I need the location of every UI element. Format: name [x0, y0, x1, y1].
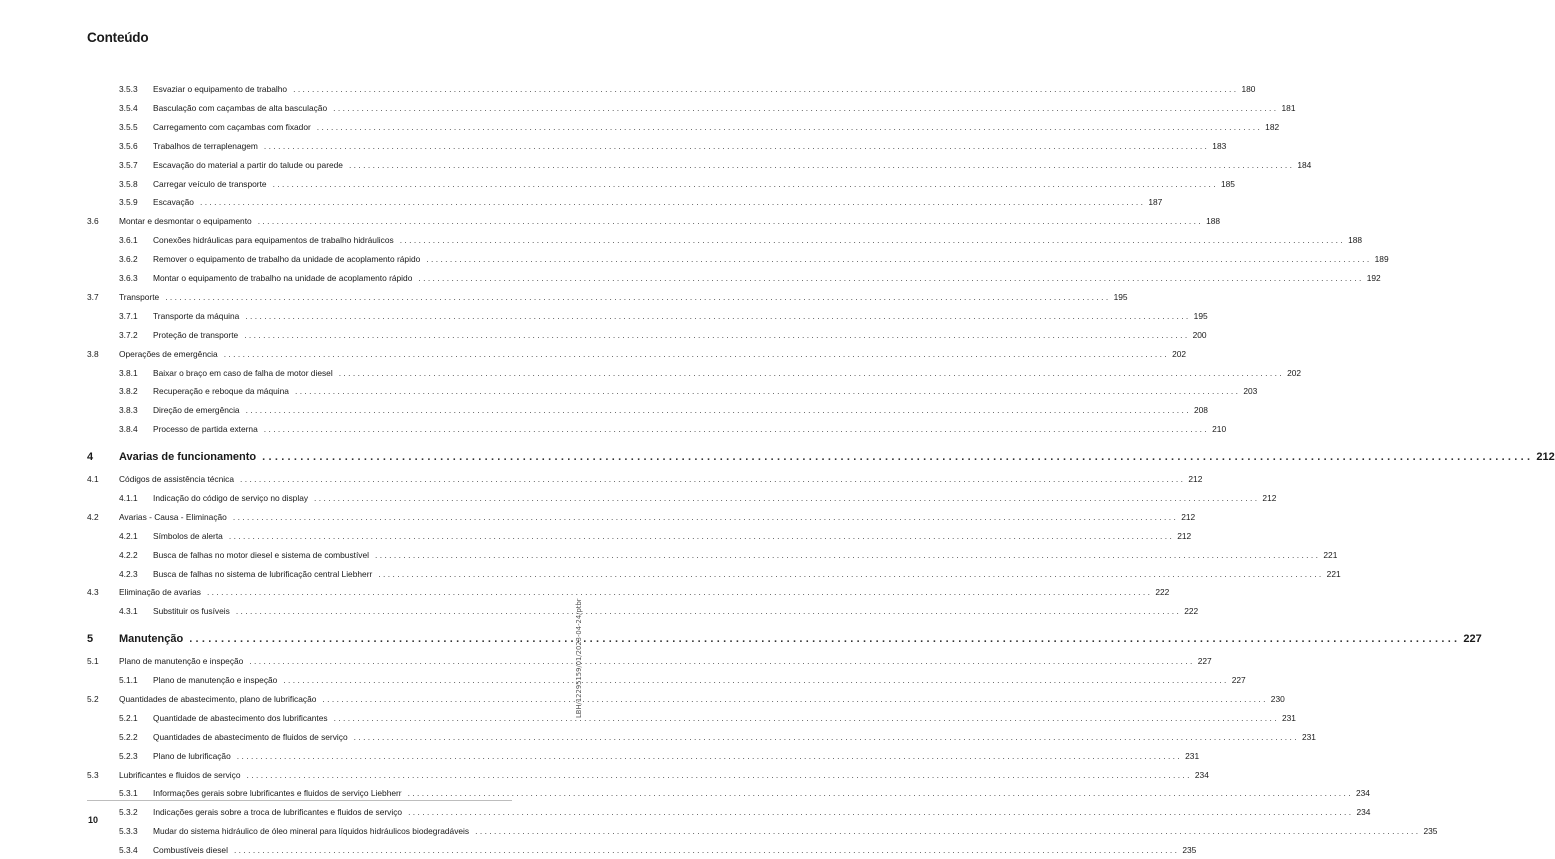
toc-entry-page: 212 — [1177, 530, 1192, 541]
toc-entry-number: 5.3.3 — [119, 826, 138, 837]
toc-entry[interactable] — [119, 845, 1197, 859]
toc-entry-page: 221 — [1323, 549, 1338, 560]
toc-leader-dots: ........................................................................................................................................................................................................ — [240, 474, 1186, 484]
toc-entry[interactable] — [87, 656, 1212, 670]
page-number: 10 — [88, 815, 99, 825]
toc-entry-number: 5.1 — [87, 656, 99, 667]
toc-entry-page: 231 — [1185, 750, 1200, 761]
toc-leader-dots: ........................................................................................................................................................................................................ — [333, 712, 1279, 723]
toc-entry-title: Montar e desmontar o equipamento — [119, 216, 252, 227]
toc-entry[interactable] — [119, 367, 1302, 382]
toc-entry-title: Carregamento com caçambas com fixador — [153, 121, 311, 132]
toc-entry-page: 231 — [1301, 731, 1316, 742]
toc-entry[interactable] — [87, 216, 1221, 230]
toc-entry-page: 222 — [1155, 587, 1170, 598]
toc-chapter[interactable] — [87, 451, 1555, 465]
toc-leader-dots: ........................................................................................................................................................................................................ — [475, 826, 1421, 837]
toc-entry[interactable] — [119, 386, 1258, 400]
toc-entry-title: Avarias - Causa - Eliminação — [119, 511, 227, 522]
toc-entry-number: 3.7.2 — [119, 329, 138, 340]
toc-leader-dots: ........................................................................................................................................................................................................ — [262, 451, 1534, 464]
toc-entry-page: 203 — [1243, 386, 1258, 397]
toc-entry-page: 182 — [1265, 121, 1280, 132]
toc-entry-page: 231 — [1281, 712, 1296, 723]
toc-leader-dots: ........................................................................................................................................................................................................ — [418, 273, 1364, 283]
toc-entry-page: 188 — [1348, 235, 1363, 246]
toc-entry-number: 3.5.3 — [119, 84, 138, 94]
toc-entry-number: 5.1.1 — [119, 675, 138, 685]
toc-leader-dots: ........................................................................................................................................................................................................ — [199, 197, 1146, 208]
toc-entry[interactable] — [87, 348, 1187, 363]
toc-entry-page: 181 — [1281, 102, 1296, 113]
footer-divider — [87, 800, 512, 801]
toc-leader-dots: ........................................................................................................................................................................................................ — [408, 807, 1354, 818]
toc-entry-title: Quantidades de abastecimento de fluidos de serviço — [153, 731, 348, 742]
toc-entry-page: 192 — [1366, 273, 1381, 283]
toc-entry[interactable] — [119, 121, 1280, 136]
toc-leader-dots: ........................................................................................................................................................................................................ — [378, 568, 1324, 579]
toc-entry-page: 189 — [1374, 254, 1389, 265]
toc-entry-title: Plano de lubrificação — [153, 750, 231, 761]
toc-entry-title: Baixar o braço em caso de falha de motor diesel — [153, 367, 333, 378]
toc-entry-number: 3.5.6 — [119, 140, 138, 151]
toc-entry[interactable] — [119, 310, 1208, 325]
toc-leader-dots: ........................................................................................................................................................................................................ — [283, 675, 1229, 685]
toc-entry[interactable] — [119, 568, 1341, 583]
toc-entry-title: Plano de manutenção e inspeção — [119, 656, 244, 667]
toc-entry-number: 5.2.3 — [119, 750, 138, 761]
toc-entry-number: 3.8 — [87, 348, 99, 359]
toc-leader-dots: ........................................................................................................................................................................................................ — [206, 587, 1153, 598]
toc-entry[interactable] — [119, 750, 1200, 765]
toc-leader-dots: ........................................................................................................................................................................................................ — [399, 235, 1346, 246]
toc-entry-number: 5.3.2 — [119, 807, 138, 818]
toc-leader-dots: ........................................................................................................................................................................................................ — [333, 102, 1279, 113]
toc-entry-page: 210 — [1212, 424, 1227, 435]
toc-entry-title: Operações de emergência — [119, 348, 218, 359]
toc-entry-page: 187 — [1148, 197, 1163, 208]
toc-entry-title: Símbolos de alerta — [153, 530, 223, 541]
toc-entry[interactable] — [119, 254, 1389, 268]
toc-leader-dots: ........................................................................................................................................................................................................ — [232, 511, 1179, 522]
toc-entry-number: 3.6.2 — [119, 254, 138, 265]
toc-leader-dots: ........................................................................................................................................................................................................ — [348, 159, 1295, 170]
toc-leader-dots: ........................................................................................................................................................................................................ — [249, 656, 1195, 667]
toc-entry-page: 185 — [1220, 178, 1235, 189]
toc-entry-title: Códigos de assistência técnica — [119, 474, 234, 484]
toc-entry-number: 3.5.8 — [119, 178, 138, 189]
toc-entry[interactable] — [119, 273, 1381, 287]
toc-entry-title: Montar o equipamento de trabalho na unidade de acoplamento rápido — [153, 273, 413, 283]
toc-entry[interactable] — [119, 159, 1312, 174]
toc-entry-title: Basculação com caçambas de alta basculação — [153, 102, 328, 113]
toc-entry[interactable] — [119, 329, 1207, 344]
toc-leader-dots: ........................................................................................................................................................................................................ — [407, 788, 1353, 799]
toc-entry[interactable] — [119, 712, 1296, 727]
toc-leader-dots: ........................................................................................................................................................................................................ — [235, 606, 1182, 617]
toc-entry-number: 5.2.1 — [119, 712, 138, 723]
toc-entry-number: 5.3.4 — [119, 845, 138, 856]
toc-entry-title: Busca de falhas no motor diesel e sistema de combustível — [153, 549, 369, 560]
toc-leader-dots: ........................................................................................................................................................................................................ — [338, 367, 1285, 378]
toc-entry-number: 4.1 — [87, 474, 99, 484]
toc-entry[interactable] — [119, 492, 1277, 507]
toc-entry[interactable] — [119, 84, 1256, 98]
toc-entry-title: Remover o equipamento de trabalho da unidade de acoplamento rápido — [153, 254, 421, 265]
toc-leader-dots: ........................................................................................................................................................................................................ — [245, 405, 1191, 416]
toc-entry[interactable] — [119, 826, 1438, 840]
toc-entry-number: 4.2.2 — [119, 549, 138, 560]
toc-entry-number: 4.3 — [87, 587, 99, 598]
toc-entry-number: 5.2 — [87, 693, 99, 704]
toc-entry[interactable] — [119, 405, 1208, 419]
toc-entry-title: Escavação — [153, 197, 194, 208]
toc-entry-title: Quantidades de abastecimento, plano de lubrificação — [119, 693, 317, 704]
toc-entry-number: 3.8.3 — [119, 405, 138, 416]
toc-entry-number: 4.2.1 — [119, 530, 138, 541]
toc-chapter[interactable] — [87, 633, 1482, 647]
toc-leader-dots: ........................................................................................................................................................................................................ — [294, 386, 1241, 397]
toc-entry-number: 5.2.2 — [119, 731, 138, 742]
toc-entry[interactable] — [119, 102, 1296, 117]
toc-leader-dots: ........................................................................................................................................................................................................ — [246, 769, 1192, 780]
toc-entry-page: 234 — [1356, 807, 1371, 818]
toc-leader-dots: ........................................................................................................................................................................................................ — [245, 310, 1191, 321]
toc-entry-title: Direção de emergência — [153, 405, 240, 416]
toc-entry-page: 227 — [1197, 656, 1212, 667]
toc-entry-title: Quantidade de abastecimento dos lubrificantes — [153, 712, 328, 723]
toc-entry-number: 3.7 — [87, 291, 99, 302]
toc-leader-dots: ........................................................................................................................................................................................................ — [353, 731, 1299, 742]
toc-entry-page: 234 — [1194, 769, 1209, 780]
toc-entry-number: 3.5.9 — [119, 197, 138, 208]
toc-leader-dots: ........................................................................................................................................................................................................ — [426, 254, 1372, 265]
toc-entry-page: 221 — [1326, 568, 1341, 579]
toc-leader-dots: ........................................................................................................................................................................................................ — [322, 693, 1268, 704]
toc-entry-number: 3.6 — [87, 216, 99, 227]
toc-entry-page: 230 — [1270, 693, 1285, 704]
toc-entry-title: Conexões hidráulicas para equipamentos de trabalho hidráulicos — [153, 235, 394, 246]
toc-leader-dots: ........................................................................................................................................................................................................ — [228, 530, 1175, 541]
toc-leader-dots: ........................................................................................................................................................................................................ — [263, 140, 1210, 151]
toc-entry-title: Indicações gerais sobre a troca de lubrificantes e fluidos de serviço — [153, 807, 403, 818]
toc-entry-number: 3.8.2 — [119, 386, 138, 397]
toc-entry-number: 4.3.1 — [119, 606, 138, 617]
toc-entry-title: Recuperação e reboque da máquina — [153, 386, 289, 397]
toc-entry[interactable] — [87, 511, 1196, 526]
document-reference: LBH/12295159/01/2023-04-24/ptbr — [575, 598, 583, 718]
toc-entry-title: Indicação do código de serviço no display — [153, 492, 309, 503]
toc-entry[interactable] — [87, 769, 1209, 784]
toc-entry-page: 235 — [1423, 826, 1438, 837]
toc-entry-number: 4.2 — [87, 511, 99, 522]
toc-entry[interactable] — [119, 178, 1235, 193]
toc-entry[interactable] — [87, 291, 1128, 306]
toc-leader-dots: ........................................................................................................................................................................................................ — [272, 178, 1218, 189]
toc-entry-title: Processo de partida externa — [153, 424, 258, 435]
toc-entry[interactable] — [119, 675, 1246, 689]
toc-entry-page: 227 — [1231, 675, 1246, 685]
toc-entry-number: 4.1.1 — [119, 492, 138, 503]
toc-leader-dots: ........................................................................................................................................................................................................ — [293, 84, 1239, 94]
toc-entry-number: 4.2.3 — [119, 568, 138, 579]
toc-leader-dots: ........................................................................................................................................................................................................ — [233, 845, 1180, 856]
toc-entry-page: 235 — [1182, 845, 1197, 856]
toc-entry[interactable] — [119, 606, 1199, 620]
toc-entry-title: Manutenção — [119, 633, 184, 646]
toc-entry-title: Escavação do material a partir do talude ou parede — [153, 159, 343, 170]
toc-entry[interactable] — [119, 424, 1227, 438]
toc-entry-title: Trabalhos de terraplenagem — [153, 140, 258, 151]
toc-entry-page: 227 — [1463, 633, 1482, 646]
toc-entry-number: 5.3 — [87, 769, 99, 780]
toc-entry-page: 234 — [1355, 788, 1370, 799]
toc-entry[interactable] — [119, 731, 1316, 746]
toc-entry-title: Plano de manutenção e inspeção — [153, 675, 278, 685]
toc-entry-page: 188 — [1206, 216, 1221, 227]
toc-entry-number: 3.6.3 — [119, 273, 138, 283]
toc-entry[interactable] — [119, 235, 1363, 249]
toc-entry-number: 3.5.5 — [119, 121, 138, 132]
toc-entry-page: 183 — [1212, 140, 1227, 151]
toc-entry-number: 3.5.4 — [119, 102, 138, 113]
toc-entry-page: 184 — [1297, 159, 1312, 170]
toc-entry-title: Busca de falhas no sistema de lubrificação central Liebherr — [153, 568, 373, 579]
toc-entry[interactable] — [119, 140, 1227, 155]
toc-entry-number: 4 — [87, 451, 94, 464]
toc-leader-dots: ........................................................................................................................................................................................................ — [165, 291, 1111, 302]
toc-entry-title: Transporte da máquina — [153, 310, 240, 321]
toc-leader-dots: ........................................................................................................................................................................................................ — [314, 492, 1260, 503]
toc-entry-page: 180 — [1241, 84, 1256, 94]
toc-leader-dots: ........................................................................................................................................................................................................ — [223, 348, 1170, 359]
toc-entry-title: Transporte — [119, 291, 160, 302]
toc-entry[interactable] — [119, 807, 1371, 821]
toc-entry-page: 212 — [1262, 492, 1277, 503]
toc-entry-page: 195 — [1113, 291, 1128, 302]
toc-entry-page: 202 — [1172, 348, 1187, 359]
toc-entry-title: Informações gerais sobre lubrificantes e fluidos de serviço Liebherr — [153, 788, 402, 799]
toc-entry-number: 3.8.1 — [119, 367, 138, 378]
toc-entry-number: 5.3.1 — [119, 788, 138, 799]
page-title: Conteúdo — [87, 30, 149, 45]
toc-entry[interactable] — [87, 587, 1170, 601]
toc-leader-dots: ........................................................................................................................................................................................................ — [257, 216, 1204, 227]
toc-entry-page: 202 — [1287, 367, 1302, 378]
toc-entry-title: Carregar veículo de transporte — [153, 178, 267, 189]
toc-entry-title: Esvaziar o equipamento de trabalho — [153, 84, 288, 94]
toc-entry-number: 3.6.1 — [119, 235, 138, 246]
toc-entry-number: 3.5.7 — [119, 159, 138, 170]
toc-leader-dots: ........................................................................................................................................................................................................ — [236, 750, 1183, 761]
toc-entry-page: 222 — [1184, 606, 1199, 617]
toc-entry-number: 3.7.1 — [119, 310, 138, 321]
toc-entry-page: 208 — [1193, 405, 1208, 416]
toc-entry-number: 3.8.4 — [119, 424, 138, 435]
toc-entry-title: Avarias de funcionamento — [119, 451, 257, 464]
toc-entry-title: Combustíveis diesel — [153, 845, 228, 856]
toc-entry-page: 212 — [1181, 511, 1196, 522]
toc-entry[interactable] — [119, 549, 1338, 564]
toc-entry[interactable] — [119, 530, 1192, 545]
toc-leader-dots: ........................................................................................................................................................................................................ — [244, 329, 1190, 340]
toc-entry[interactable] — [119, 197, 1163, 211]
toc-entry-page: 212 — [1188, 474, 1203, 484]
toc-entry[interactable] — [87, 693, 1285, 708]
toc-entry-title: Proteção de transporte — [153, 329, 239, 340]
toc-entry-page: 212 — [1536, 451, 1555, 464]
toc-leader-dots: ........................................................................................................................................................................................................ — [316, 121, 1263, 132]
toc-entry-title: Eliminação de avarias — [119, 587, 201, 598]
toc-entry[interactable] — [87, 474, 1203, 488]
toc-entry-title: Lubrificantes e fluidos de serviço — [119, 769, 241, 780]
toc-entry-title: Substituir os fusíveis — [153, 606, 230, 617]
toc-entry-page: 200 — [1192, 329, 1207, 340]
toc-leader-dots: ........................................................................................................................................................................................................ — [189, 633, 1461, 646]
toc-leader-dots: ........................................................................................................................................................................................................ — [263, 424, 1210, 435]
toc-leader-dots: ........................................................................................................................................................................................................ — [375, 549, 1321, 560]
toc-entry-title: Mudar do sistema hidráulico de óleo mineral para líquidos hidráulicos biodegradáveis — [153, 826, 470, 837]
toc-entry-number: 5 — [87, 633, 94, 646]
toc-entry-page: 195 — [1193, 310, 1208, 321]
